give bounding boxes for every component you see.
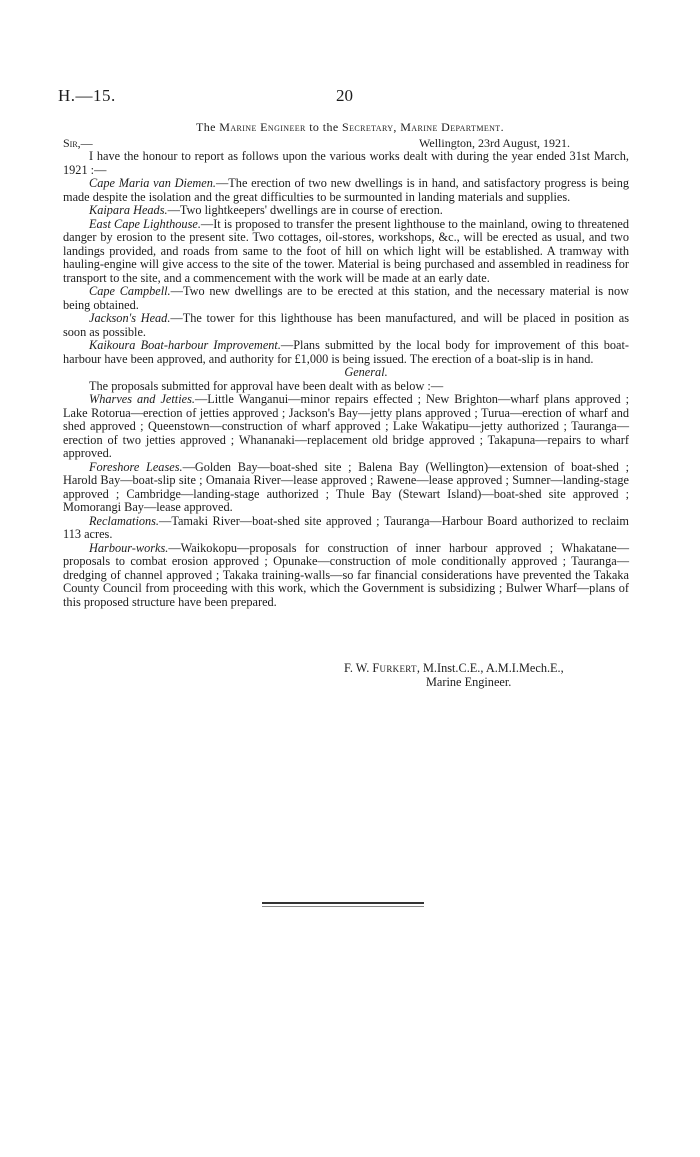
paragraph-kaikoura [63,339,629,366]
signatory-surname: Furkert [372,661,417,675]
title-middle: to the [309,120,339,134]
intro-text: I have the honour to report as follows upon the various works dealt with during the year ended 31st March, 1921 :— [63,149,629,177]
page-header [58,86,642,110]
title-to: Secretary, Marine Department. [342,120,504,134]
signatory-initials: F. W. [344,661,370,675]
general-intro-text: The proposals submitted for approval have been dealt with as below :— [89,378,444,393]
paragraph-harbour-works [63,542,629,610]
letter-body [63,150,629,609]
paragraph-foreshore [63,461,629,515]
signature-block [344,661,644,689]
foreshore-text: —Golden Bay—boat-shed site ; Balena Bay (Wellington)—extension of boat-shed ; Harold Bay—boat-slip site ; Omanaia River—lease approved ; Rawene—lease approved ; Sumner—landing-stage approved ; Cambridge—landing-stage authorized ; Thule Bay (Stewart Island)—boat-shed site approved ; Momorangi Bay—lease approved. [63,459,629,514]
signatory-name [344,661,644,675]
title-from: Marine Engineer [219,120,306,134]
cape-campbell-text: —Two new dwellings are to be erected at this station, and the necessary material is now being obtained. [63,284,629,312]
east-cape-heading: East Cape Lighthouse. [89,216,201,231]
kaipara-text: —Two lightkeepers' dwellings are in course of erection. [167,203,443,217]
kaikoura-text: —Plans submitted by the local body for improvement of this boat-harbour have been approved, and authority for £1,000 is being issued. The erection of a boat-slip is in hand. [63,338,630,366]
cape-maria-heading: Cape Maria van Diemen. [89,176,216,190]
paragraph-east-cape [63,218,629,286]
paragraph-cape-campbell [63,285,629,312]
kaikoura-heading: Kaikoura Boat-harbour Improvement. [89,338,281,352]
paragraph-intro [63,150,629,177]
title-prefix: The [195,120,216,134]
paragraph-reclamations [63,515,629,542]
wharves-heading: Wharves and Jetties. [89,392,195,406]
wharves-text: —Little Wanganui—minor repairs effected ; New Brighton—wharf plans approved ; Lake Rotorua—erection of jetties approved ; Jackson's Bay—jetty plans approved ; Turua—erection of wharf and shed approved ; Queenstown—construction of wharf approved ; Lake Wakatipu—jetty authorized ; Tauranga—erection of two jetties approved ; Whananaki—replacement old bridge approved ; Takapuna—repairs to wharf approved. [63,392,630,460]
date-line: Wellington, 23rd August, 1921. [419,136,571,150]
paragraph-wharves [63,393,629,461]
kaipara-heading: Kaipara Heads. [89,203,168,217]
document-reference: H.—15. [58,86,116,105]
signatory-title: Marine Engineer. [426,675,512,689]
harbour-heading: Harbour-works. [89,540,169,555]
paragraph-jacksons-head [63,312,629,339]
east-cape-text: —It is proposed to transfer the present lighthouse to the mainland, owing to threatened danger by erosion to the present site. Two cottages, oil-stores, workshops, &c., will be erected as usual, and two landings provided, and roads from same to the foot of hill on which light will be established. A tramway with hauling-engine will give access to the site of the tower. Material is being purchased and assembled in readiness for transport to the site, and a commencement with the work will be made at an early date. [63,216,629,285]
harbour-text: —Waikokopu—proposals for construction of inner harbour approved ; Whakatane—proposals to combat erosion approved ; Opunake—construction of mole conditionally approved ; Tauranga—dredging of channel approved ; Takaka training-walls—so far financial considerations have prevented the Takaka County Council from proceeding with this work, which the Government is subsidizing ; Bulwer Wharf—plans of this proposed structure have been prepared. [63,540,629,609]
cape-campbell-heading: Cape Campbell. [89,284,171,298]
page-number: 20 [336,86,353,105]
letter-title [0,120,700,135]
jacksons-text: —The tower for this lighthouse has been manufactured, and will be placed in position as soon as possible. [63,311,629,339]
paragraph-general-intro [63,380,629,394]
jacksons-heading: Jackson's Head. [89,311,171,325]
reclamations-heading: Reclamations. [89,513,160,528]
salutation: Sir,— [63,136,93,150]
paragraph-cape-maria [63,177,629,204]
closing-rule [262,902,424,904]
signatory-qualifications: , M.Inst.C.E., A.M.I.Mech.E., [416,661,564,675]
paragraph-kaipara [63,204,629,218]
general-heading: General. [344,365,388,379]
foreshore-heading: Foreshore Leases. [89,459,183,474]
cape-maria-text: —The erection of two new dwellings is in hand, and satisfactory progress is being made despite the isolation and the great difficulties to be surmounted in landing materials and supplies. [63,176,629,204]
reclamations-text: —Tamaki River—boat-shed site approved ; Tauranga—Harbour Board authorized to reclaim 113 acres. [63,513,629,541]
